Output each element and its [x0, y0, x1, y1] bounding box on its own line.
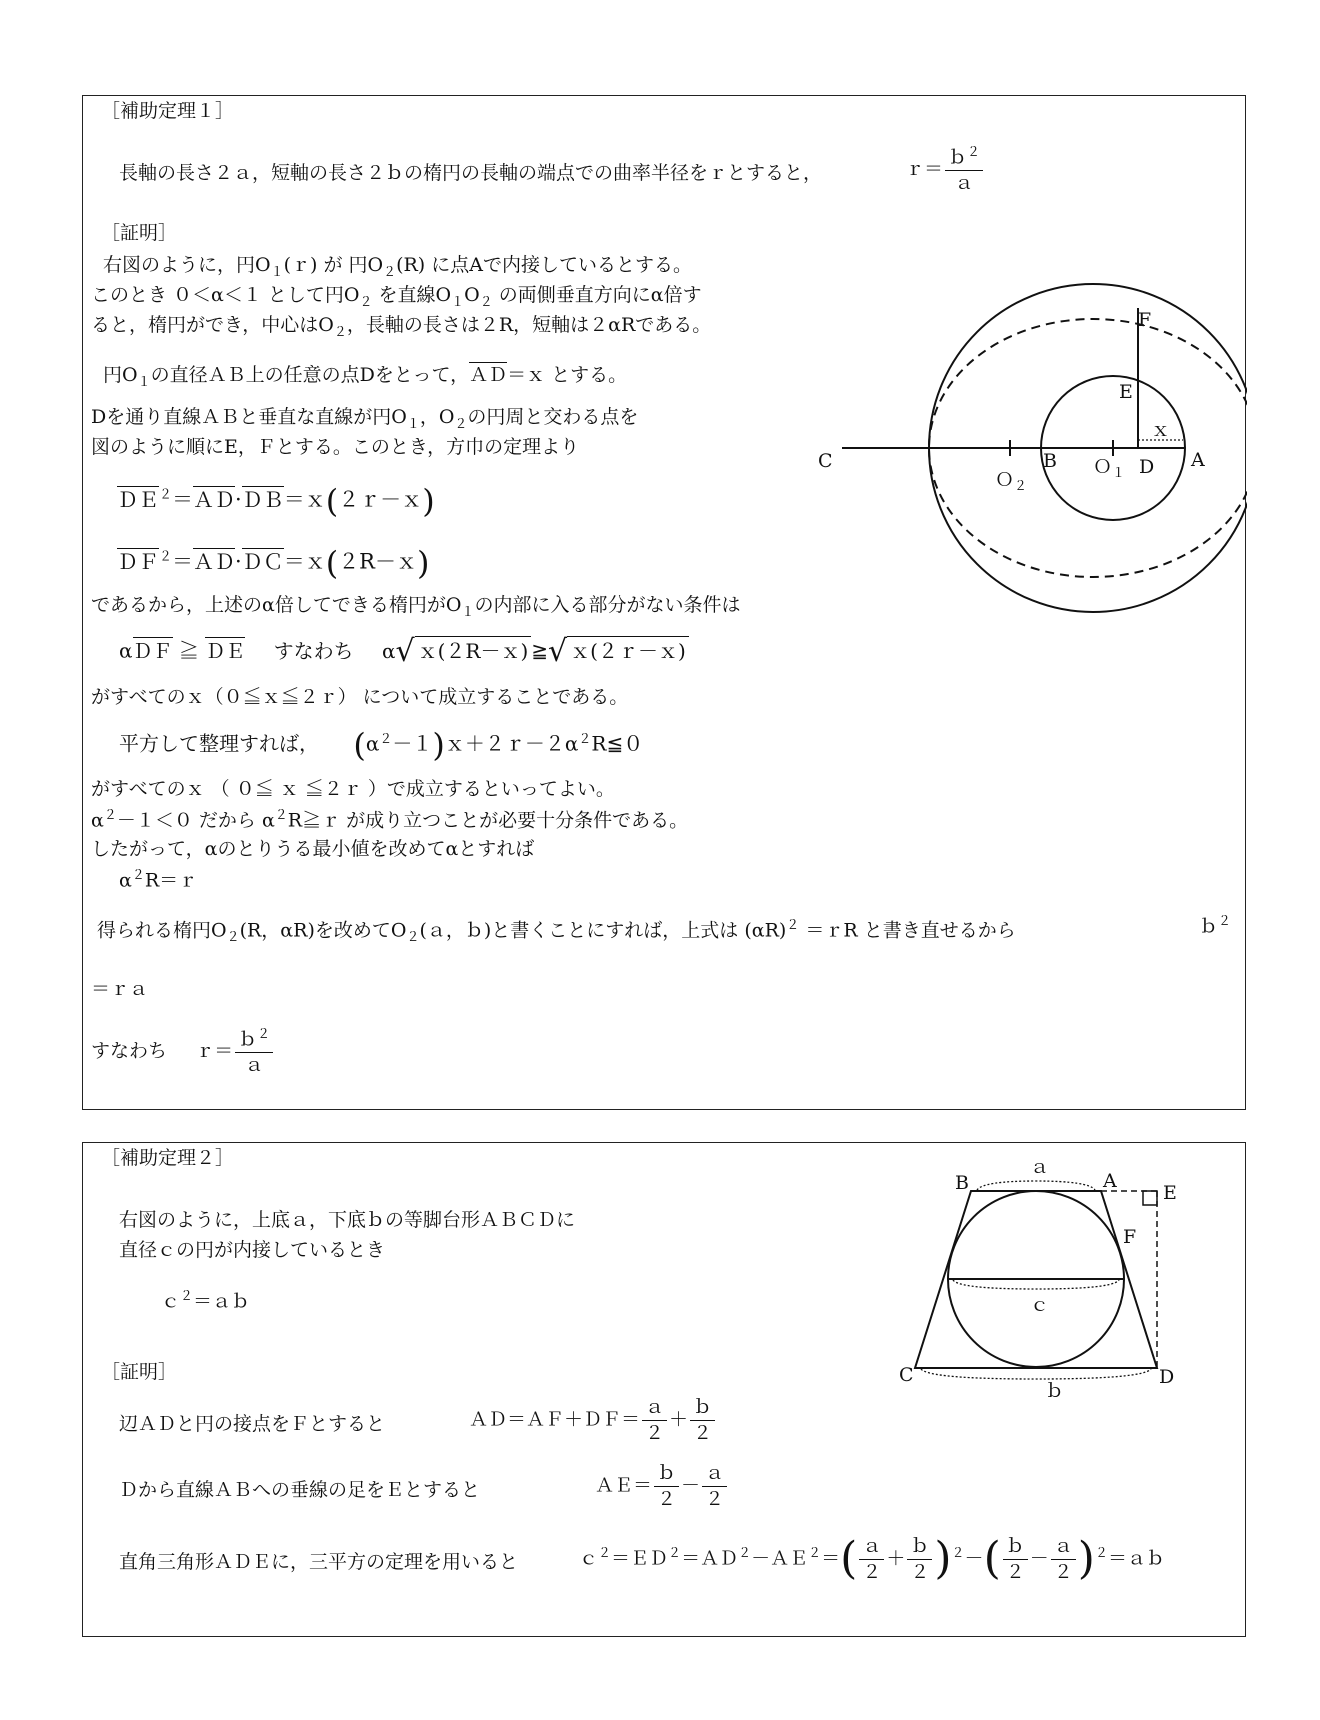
- lparen: (: [325, 544, 339, 582]
- t: ≧: [172, 638, 206, 663]
- brace-b: [921, 1369, 1151, 1379]
- exp: ２: [598, 1546, 612, 1562]
- t: ＝: [172, 487, 194, 512]
- t: －: [1029, 1547, 1049, 1570]
- sqrt-symbol: √: [395, 634, 415, 669]
- label-c-vertex: C: [899, 1364, 914, 1386]
- exp: ２: [578, 732, 592, 748]
- den: ２: [645, 1421, 665, 1444]
- t: ＋: [886, 1547, 906, 1570]
- lemma2-statement-2: 直径ｃの円が内接しているとき: [119, 1239, 386, 1261]
- radicand: ｘ(２ｒ－ｘ): [567, 636, 689, 663]
- num: ｂ: [1003, 1536, 1028, 1560]
- t: 右図のように，円O: [103, 254, 271, 276]
- t: (ａ，ｂ)と書くことにすれば，上式は (αR): [419, 919, 787, 942]
- t: ，O: [419, 406, 455, 428]
- num: ａ: [642, 1397, 667, 1421]
- label-b-side: ｂ: [1045, 1380, 1065, 1402]
- exp: ２: [103, 808, 117, 823]
- s: １: [451, 294, 465, 310]
- t: の内部に入る部分がない条件は: [474, 594, 741, 616]
- t: ＝: [172, 549, 194, 574]
- s: ２: [454, 416, 468, 432]
- l: Ｏ: [995, 469, 1015, 491]
- t: －１: [392, 731, 433, 756]
- t: ＡＤ＝ＡＦ＋ＤＦ＝: [469, 1408, 641, 1431]
- lparen: (: [840, 1533, 858, 1584]
- rparen: ): [417, 544, 430, 582]
- s: １: [1112, 466, 1126, 481]
- t: ＡＥ＝: [595, 1474, 653, 1497]
- exp: ２: [180, 1289, 194, 1304]
- den: ２: [1005, 1560, 1025, 1583]
- den: ａ: [954, 172, 974, 195]
- s: １: [406, 416, 420, 432]
- t: α: [365, 731, 380, 756]
- t: (R，αR)を改めてO: [239, 919, 407, 942]
- lemma2-line-2: Ｄから直線ＡＢへの垂線の足をＥとすると: [119, 1479, 481, 1501]
- t: α: [119, 869, 132, 892]
- label-c-diameter: ｃ: [1030, 1294, 1050, 1316]
- proof-line-8: がすべてのｘ（０≦ｘ≦２ｒ） について成立することである。: [91, 686, 629, 708]
- label-o1: [1093, 456, 1125, 481]
- label-d: D: [1139, 456, 1155, 478]
- rparen: ): [422, 482, 435, 520]
- s: ２: [383, 264, 397, 280]
- lemma2-statement-1: 右図のように，上底ａ，下底ｂの等脚台形ＡＢＣＤに: [119, 1209, 576, 1231]
- t: R＝ｒ: [144, 869, 198, 892]
- t: 平方して整理すれば，: [119, 731, 319, 756]
- den: ２: [705, 1487, 725, 1510]
- label-a-side: ａ: [1030, 1156, 1050, 1178]
- t: －: [681, 1474, 701, 1497]
- t: ｃ: [161, 1290, 181, 1313]
- s: ２: [333, 324, 347, 340]
- proof-line-6: 図のように順にE，Ｆとする。このとき，方巾の定理より: [91, 436, 580, 458]
- s: ２: [406, 930, 420, 946]
- t: このとき ０＜α＜１ として円O: [91, 284, 360, 306]
- lemma2-line-3: 直角三角形ＡＤＥに，三平方の定理を用いると: [119, 1551, 519, 1573]
- proof-line-10: がすべてのｘ （ ０≦ ｘ ≦２ｒ ）で成立するといってよい。: [91, 778, 615, 800]
- t: ＝: [821, 1547, 841, 1570]
- num: ｂ: [907, 1536, 932, 1560]
- s: ２: [359, 294, 373, 310]
- t: (R) に点Aで内接しているとする。: [396, 254, 692, 276]
- t: ·: [235, 549, 242, 574]
- t: の円周と交わる点を: [467, 406, 639, 428]
- exp: ２: [951, 1546, 965, 1562]
- t: α: [119, 638, 133, 663]
- t: R≧ｒ が成り立つことが必要十分条件である。: [287, 809, 689, 832]
- label-c: C: [818, 450, 833, 472]
- t: α: [381, 638, 396, 663]
- right-angle-mark: [1143, 1191, 1157, 1205]
- exp: ２: [379, 732, 393, 748]
- exp: ２: [131, 868, 145, 883]
- lemma2-proof-heading: ［証明］: [101, 1361, 178, 1383]
- num: ａ: [1051, 1536, 1076, 1560]
- num: ａ: [859, 1536, 884, 1560]
- lemma1-statement: 長軸の長さ２ａ，短軸の長さ２ｂの楕円の長軸の端点での曲率半径をｒとすると，: [119, 162, 823, 184]
- exp: ２: [274, 808, 288, 823]
- label-x: ｘ: [1151, 419, 1171, 441]
- s: １: [270, 264, 284, 280]
- t: の直径ＡＢ上の任意の点Dをとって，: [150, 364, 470, 386]
- seg: ＤＣ: [241, 549, 284, 574]
- t: ｃ: [579, 1547, 599, 1570]
- t: 円O: [103, 364, 138, 386]
- s: １: [137, 374, 151, 390]
- rparen: ): [432, 726, 445, 764]
- t: すなわち: [273, 638, 354, 663]
- t: ＋: [669, 1408, 689, 1431]
- t: －: [964, 1547, 984, 1570]
- t: ＝ＥＤ: [611, 1547, 669, 1570]
- label-f: F: [1138, 309, 1152, 331]
- seg: ＤＦ: [117, 549, 159, 574]
- rparen: ): [1077, 1533, 1095, 1584]
- t: ｘ＋２ｒ－２α: [444, 731, 579, 756]
- label-a-vertex: A: [1103, 1170, 1117, 1192]
- t: ＝ａｂ: [193, 1290, 251, 1313]
- lemma1-figure: [83, 96, 1247, 1111]
- t: ると，楕円ができ，中心はO: [91, 314, 334, 336]
- t: であるから，上述のα倍してできる楕円がO: [91, 594, 462, 616]
- label-a: A: [1191, 449, 1205, 471]
- lparen: (: [353, 726, 366, 764]
- den: ２: [910, 1560, 930, 1583]
- t: ·: [235, 487, 242, 512]
- label-f-point: F: [1123, 1226, 1137, 1248]
- brace-c: [953, 1280, 1119, 1289]
- seg: ＤＥ: [205, 638, 246, 663]
- t: －１＜０ だから α: [116, 809, 275, 832]
- seg: ＤＢ: [241, 487, 284, 512]
- num: ｂ: [238, 1028, 258, 1051]
- t: ＝ｘ: [283, 487, 326, 512]
- den: ２: [1053, 1560, 1073, 1583]
- segment-ad: ＡＤ: [469, 364, 508, 386]
- t: ，長軸の長さは２R，短軸は２αRである。: [346, 314, 712, 336]
- label-b: B: [1043, 450, 1057, 472]
- radicand: ｘ(２R－ｘ): [415, 636, 532, 663]
- den: ２: [657, 1487, 677, 1510]
- proof-line-15: ＝ｒａ: [91, 978, 149, 1000]
- seg: ＤＦ: [132, 638, 173, 663]
- lemma2-line-1: 辺ＡＤと円の接点をＦとすると: [119, 1413, 386, 1435]
- lemma2-title: ［補助定理２］: [101, 1147, 235, 1169]
- num: ｂ: [654, 1463, 679, 1487]
- lparen: (: [983, 1533, 1001, 1584]
- t: α: [91, 809, 104, 832]
- exp: ２: [1218, 914, 1232, 929]
- t: 得られる楕円O: [97, 919, 227, 942]
- s: ２: [1014, 479, 1028, 494]
- t: ＝ａｂ: [1107, 1547, 1165, 1570]
- t: ＝ＡＤ: [681, 1547, 739, 1570]
- num: ｂ: [948, 146, 968, 169]
- label-b-vertex: B: [955, 1172, 969, 1194]
- exp: ２: [786, 918, 800, 933]
- exp: ２: [159, 549, 173, 565]
- num: ｂ: [690, 1397, 715, 1421]
- t: の両側垂直方向にα倍す: [492, 284, 702, 306]
- t: ｂ: [1199, 915, 1219, 938]
- label-e: E: [1119, 381, 1133, 403]
- t: ２ｒ－ｘ: [338, 487, 423, 512]
- t: R≦０: [591, 731, 644, 756]
- t: すなわち: [91, 1040, 168, 1063]
- lparen: (: [325, 482, 339, 520]
- seg: ＡＤ: [193, 549, 236, 574]
- seg: ＡＤ: [193, 487, 236, 512]
- t: Dを通り直線ＡＢと垂直な直線が円O: [91, 406, 407, 428]
- den: ２: [862, 1560, 882, 1583]
- t: ＝ｘ: [283, 549, 326, 574]
- exp: ２: [159, 487, 173, 503]
- lemma1-box: [82, 95, 1246, 1110]
- t: (ｒ) が 円O: [283, 254, 384, 276]
- s: ２: [226, 930, 240, 946]
- s: ２: [479, 294, 493, 310]
- rparen: ): [934, 1533, 952, 1584]
- exp: ２: [668, 1546, 682, 1562]
- label-o2: [995, 469, 1027, 494]
- lemma1-proof-heading: ［証明］: [101, 222, 178, 244]
- exp: ２: [257, 1027, 271, 1042]
- exp: ２: [808, 1546, 822, 1562]
- s: １: [461, 604, 475, 620]
- t: ２R－ｘ: [338, 549, 417, 574]
- t: ｒ＝: [195, 1040, 234, 1063]
- label-d-vertex: D: [1159, 1366, 1175, 1388]
- num: ａ: [702, 1463, 727, 1487]
- proof-line-12: したがって，αのとりうる最小値を改めてαとすれば: [91, 838, 535, 860]
- l: Ｏ: [1093, 456, 1113, 478]
- den: ａ: [244, 1054, 264, 1077]
- exp: ２: [738, 1546, 752, 1562]
- exp: ２: [1094, 1546, 1108, 1562]
- formula-lhs: ｒ＝: [905, 158, 944, 181]
- t: －ＡＥ: [751, 1547, 809, 1570]
- t: O: [464, 284, 480, 306]
- den: ２: [693, 1421, 713, 1444]
- seg: ＤＥ: [117, 487, 159, 512]
- t: ≧: [531, 638, 549, 663]
- exp: ２: [967, 145, 981, 160]
- t: ＝ｘ とする。: [507, 364, 628, 386]
- label-e-vertex: E: [1163, 1182, 1177, 1204]
- t: を直線O: [372, 284, 452, 306]
- lemma2-box: [82, 1142, 1246, 1637]
- sqrt-symbol: √: [548, 634, 568, 669]
- brace-a: [977, 1181, 1095, 1190]
- lemma2-figure: [83, 1143, 1247, 1638]
- t: ＝ｒR と書き直せるから: [799, 919, 1016, 942]
- lemma1-title: ［補助定理１］: [101, 100, 235, 122]
